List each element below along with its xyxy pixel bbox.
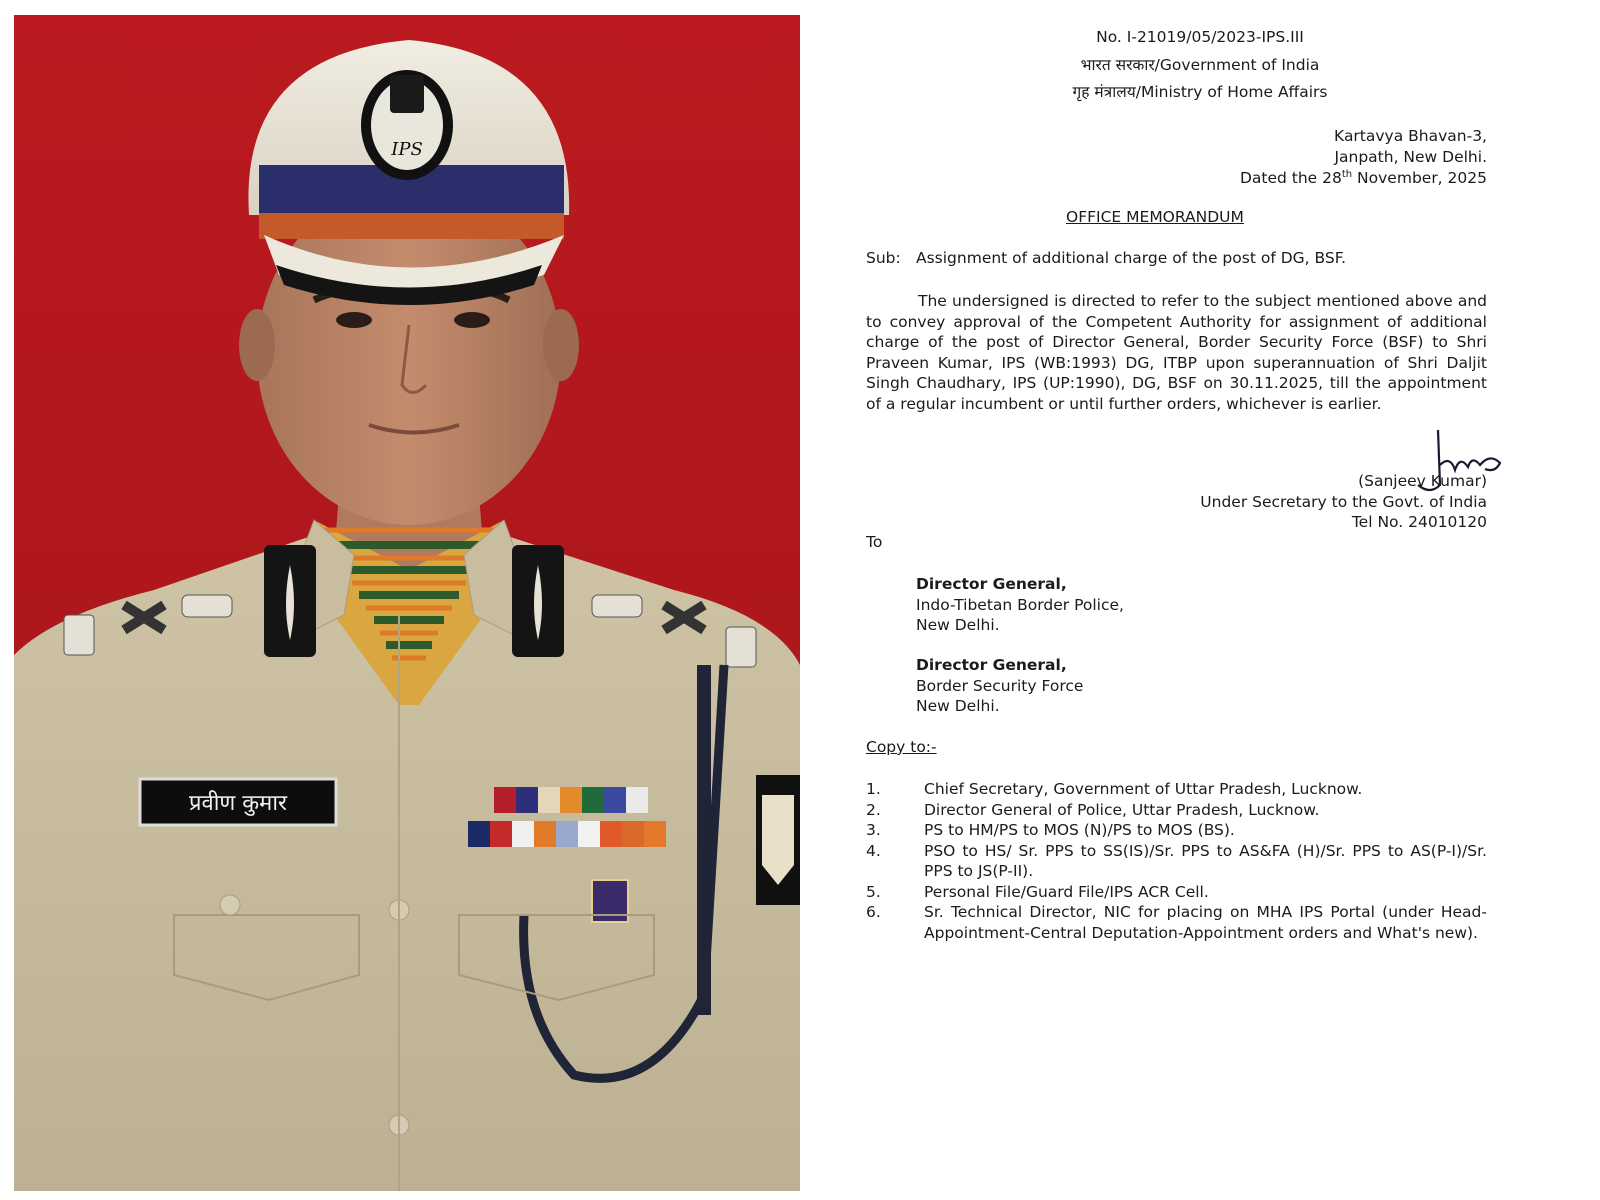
office-memorandum-document xyxy=(800,0,1600,1200)
recipient-itbp: Director General, Indo-Tibetan Border Police, New Delhi. xyxy=(916,575,1124,634)
list-item: 6. Sr. Technical Director, NIC for placing on MHA IPS Portal (under Head-Appointment-Central Deputation-Appointment orders and What's new). xyxy=(866,903,1487,942)
subject-label: Sub: xyxy=(866,249,901,267)
address-line-1: Kartavya Bhavan-3, xyxy=(1334,127,1487,145)
subject-line xyxy=(866,249,1346,267)
list-item: 1. Chief Secretary, Government of Uttar Pradesh, Lucknow. xyxy=(866,780,1363,798)
officer-portrait-photo xyxy=(14,15,800,1191)
address-line-2: Janpath, New Delhi. xyxy=(1334,148,1487,166)
list-item: 5. Personal File/Guard File/IPS ACR Cell. xyxy=(866,882,1209,901)
to-label: To xyxy=(866,533,883,551)
body-paragraph: The undersigned is directed to refer to the subject mentioned above and to convey approval of the Competent Authority for assignment of additional charge of the post of Director General, Border Security Force (BSF) to Shri Praveen Kumar, IPS (WB:1993) DG, ITBP upon superannuation of Shri Daljit Singh Chaudhary, IPS (UP:1990), DG, BSF on 30.11.2025, till the appointment of a regular incumbent or until further orders, whichever is earlier. xyxy=(866,292,1487,413)
signatory-designation: Under Secretary to the Govt. of India xyxy=(1200,493,1487,511)
subject-text: Assignment of additional charge of the post of DG, BSF. xyxy=(916,249,1347,267)
ips-cap-badge xyxy=(361,70,453,180)
signatory-telephone: Tel No. 24010120 xyxy=(1351,513,1487,531)
ministry-line: गृह मंत्रालय/Ministry of Home Affairs xyxy=(1072,83,1328,101)
memo-date: Dated the 28th November, 2025 xyxy=(1239,169,1487,188)
copy-to-heading: Copy to:- xyxy=(866,738,937,756)
recipient-bsf: Director General, Border Security Force New Delhi. xyxy=(916,656,1084,715)
file-number: No. I-21019/05/2023-IPS.III xyxy=(1096,28,1304,46)
signatory-name: (Sanjeev Kumar) xyxy=(1358,472,1487,490)
svg-text:IPS: IPS xyxy=(391,139,423,160)
list-item: 2. Director General of Police, Uttar Pradesh, Lucknow. xyxy=(866,800,1320,819)
government-line: भारत सरकार/Government of India xyxy=(1080,56,1320,74)
list-item: 3. PS to HM/PS to MOS (N)/PS to MOS (BS). xyxy=(866,821,1235,839)
list-item: 4. PSO to HS/ Sr. PPS to SS(IS)/Sr. PPS to AS&FA (H)/Sr. PPS to AS(P-I)/Sr. PPS to JS(P-II). xyxy=(866,841,1487,880)
name-tag-text: प्रवीण कुमार xyxy=(188,791,288,816)
officer-portrait-illustration xyxy=(14,15,800,1191)
copy-to-list xyxy=(866,779,1487,943)
memo-title: OFFICE MEMORANDUM xyxy=(1066,208,1244,226)
